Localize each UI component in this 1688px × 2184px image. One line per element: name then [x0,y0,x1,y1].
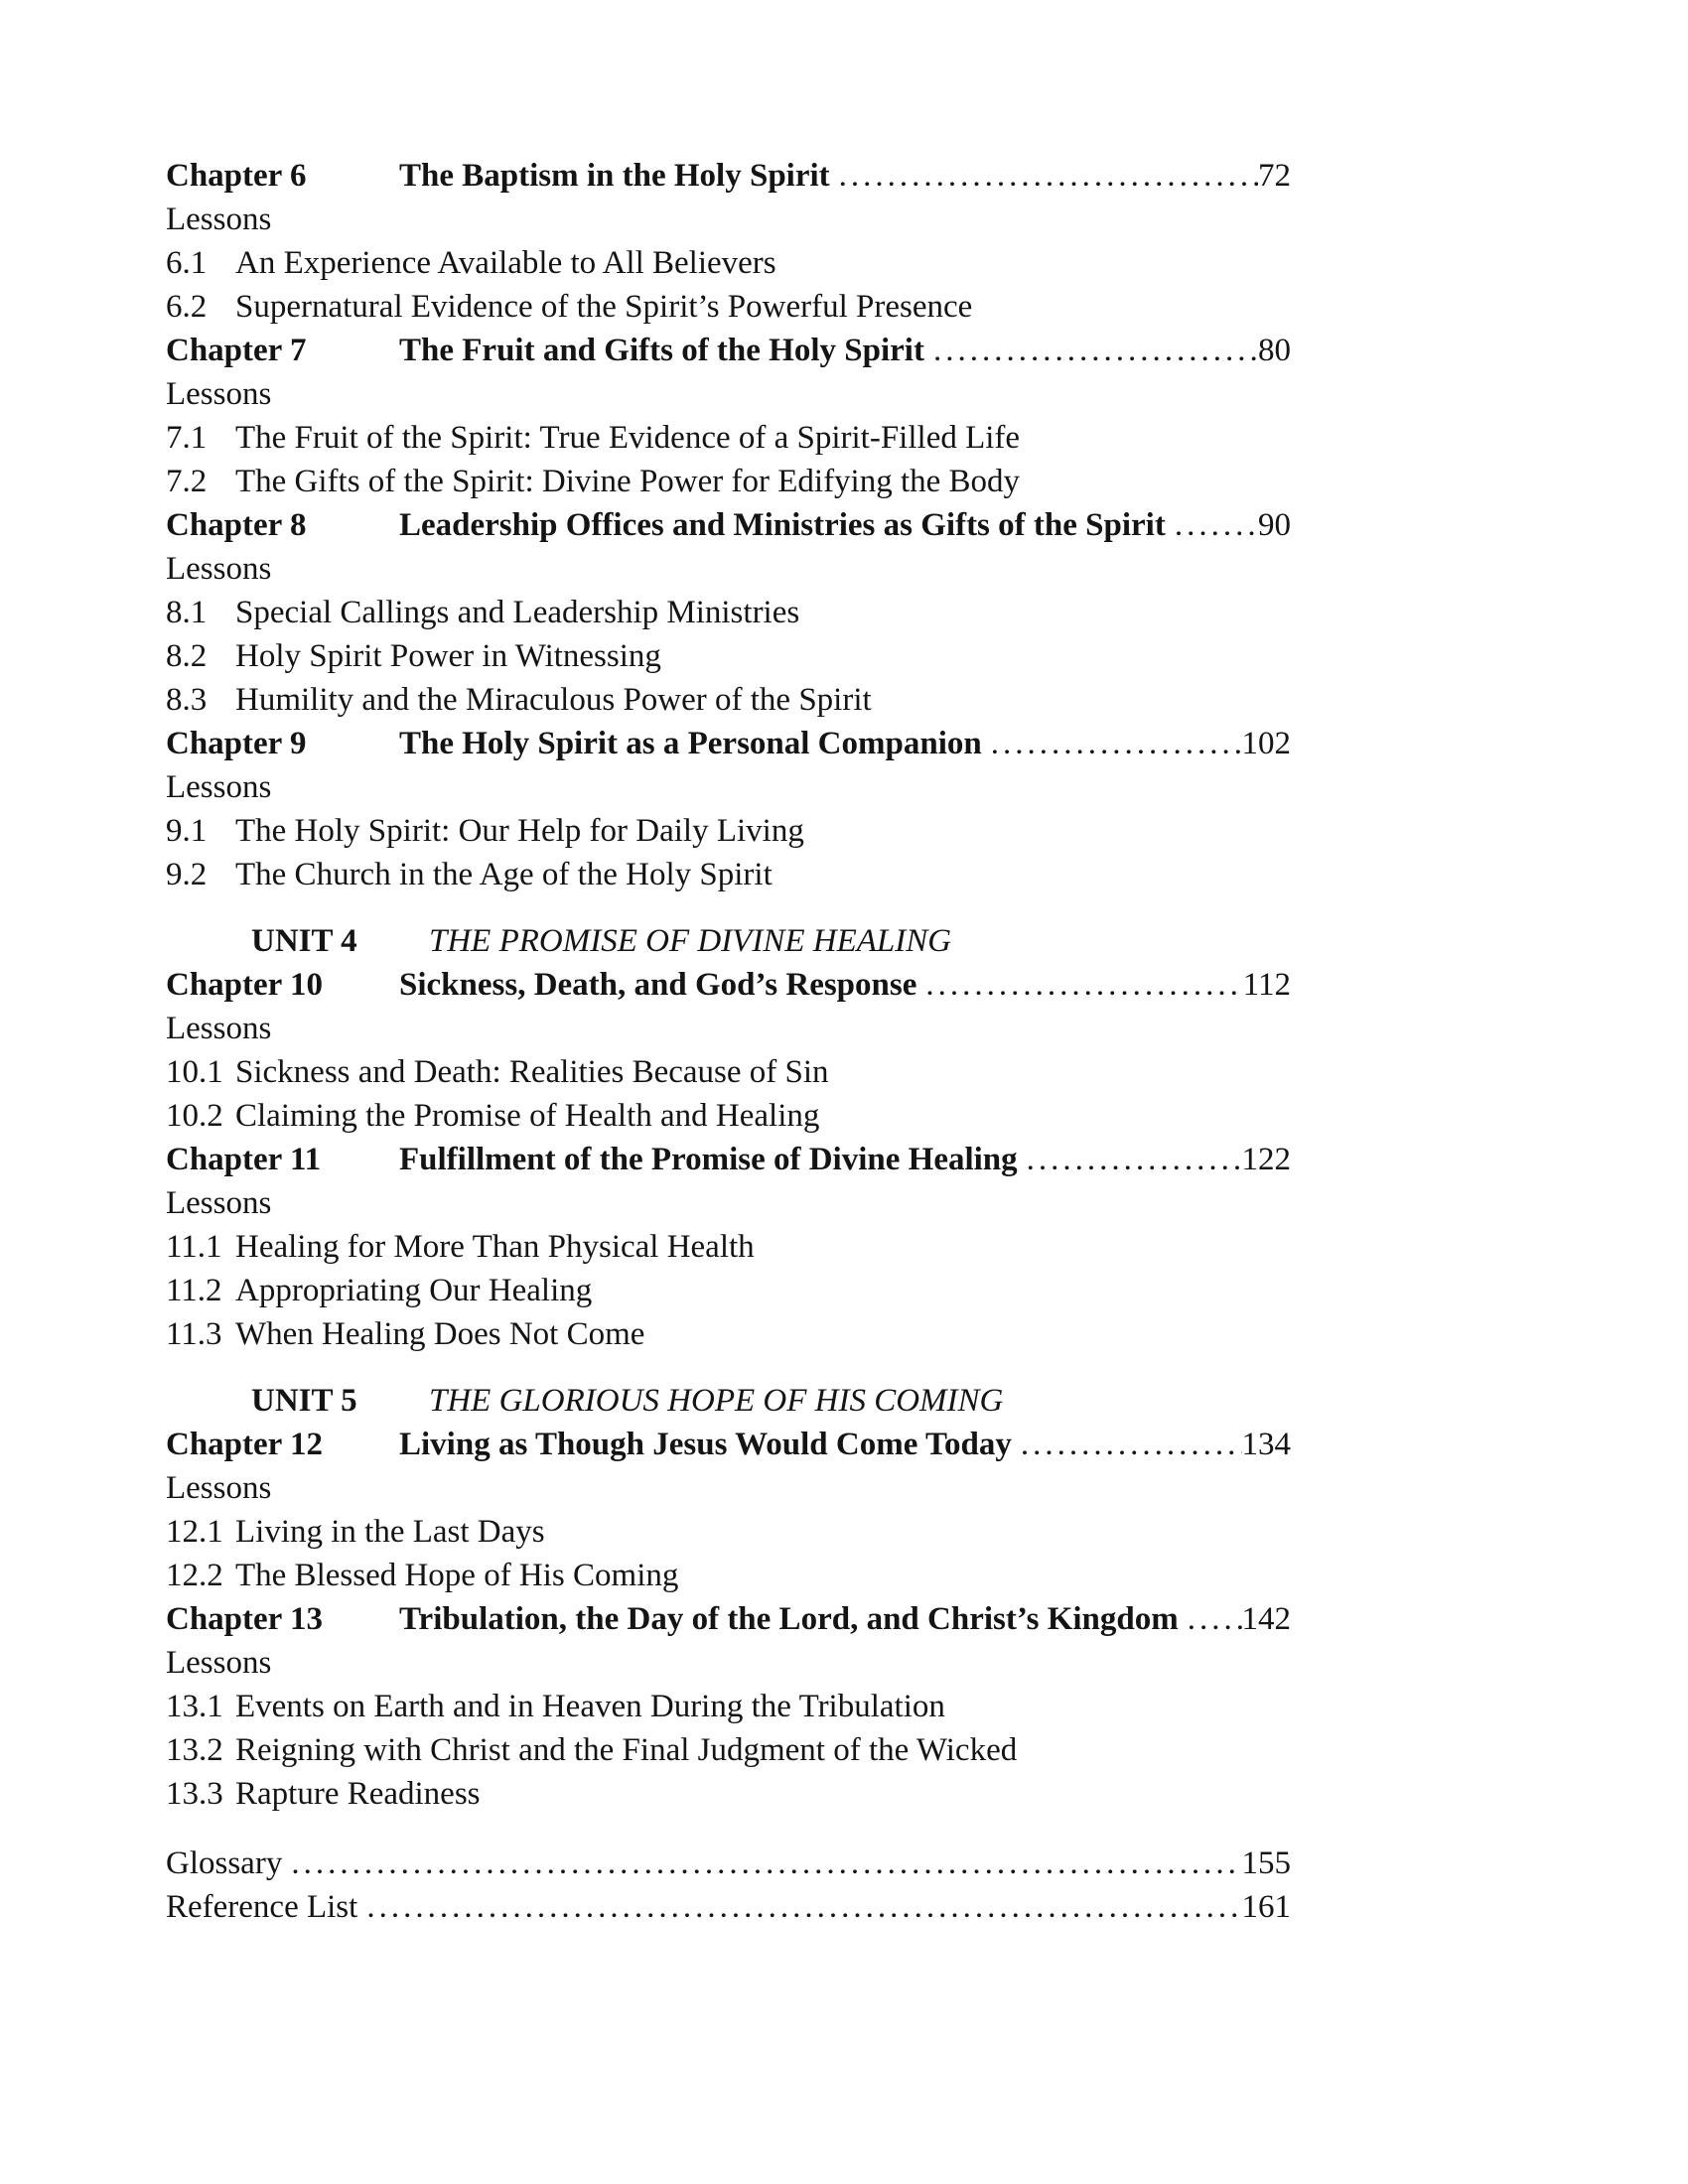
lesson-number: 8.1 [166,595,208,630]
lesson-number: 12.1 [166,1514,223,1550]
page-number: 122 [1241,1142,1291,1177]
backmatter-label: Glossary [166,1845,283,1881]
lesson-title: Living in the Last Days [235,1514,545,1550]
lesson-title: Events on Earth and in Heaven During the Tribulation [235,1689,945,1724]
unit-entry [166,919,1291,963]
chapter-entry [166,963,1291,1138]
lesson-title: The Church in the Age of the Holy Spirit [235,857,773,892]
lesson-item [166,591,1291,634]
chapter-entry [166,154,1291,329]
chapter-title: The Holy Spirit as a Personal Companion [399,726,982,761]
backmatter-label: Reference List [166,1889,358,1925]
lesson-title: Appropriating Our Healing [235,1273,593,1308]
chapter-heading-row [166,1597,1291,1641]
chapter-heading-row [166,722,1291,765]
page-number: 161 [1241,1889,1291,1925]
lessons-heading: Lessons [166,769,272,805]
lesson-number: 11.1 [166,1229,222,1265]
lesson-item [166,678,1291,722]
chapter-label: Chapter 7 [166,333,307,368]
lesson-item [166,1728,1291,1772]
lesson-number: 9.1 [166,813,208,849]
lesson-number: 13.1 [166,1689,223,1724]
lesson-title: Healing for More Than Physical Health [235,1229,755,1265]
lesson-number: 10.1 [166,1054,223,1090]
chapter-title: Sickness, Death, and God’s Response [399,967,917,1003]
chapter-label: Chapter 9 [166,726,307,761]
chapter-entry [166,722,1291,896]
lesson-title: Special Callings and Leadership Ministries [235,595,800,630]
chapter-label: Chapter 12 [166,1427,323,1462]
chapter-entry [166,1423,1291,1597]
dot-leader [1175,503,1258,547]
page-number: 112 [1242,967,1291,1003]
page-number: 142 [1241,1601,1291,1637]
unit-title: THE GLORIOUS HOPE OF HIS COMING [429,1383,1004,1419]
lesson-number: 13.3 [166,1776,223,1812]
dot-leader [291,1842,1241,1885]
lessons-heading: Lessons [166,1470,272,1506]
lesson-title: Rapture Readiness [235,1776,481,1812]
lesson-item [166,809,1291,853]
lessons-heading: Lessons [166,1011,272,1046]
lesson-number: 7.1 [166,420,208,456]
page-number: 72 [1258,158,1291,194]
chapter-heading-row [166,1423,1291,1466]
chapter-label: Chapter 11 [166,1142,322,1177]
backmatter-entry [166,1842,1291,1885]
unit-label: UNIT 5 [251,1383,357,1419]
lesson-title: When Healing Does Not Come [235,1316,645,1352]
lesson-number: 10.2 [166,1098,223,1134]
backmatter-entry [166,1885,1291,1929]
page-number: 134 [1241,1427,1291,1462]
lesson-item [166,1094,1291,1138]
toc-content [166,154,1291,1929]
dot-leader [933,329,1258,372]
lesson-number: 11.2 [166,1273,222,1308]
dot-leader [1188,1597,1242,1641]
unit-entry [166,1379,1291,1423]
chapter-label: Chapter 13 [166,1601,323,1637]
chapter-title: The Fruit and Gifts of the Holy Spirit [399,333,924,368]
dot-leader [1021,1423,1242,1466]
lesson-item [166,634,1291,678]
dot-leader [991,722,1242,765]
lesson-item [166,285,1291,329]
lesson-number: 7.2 [166,464,208,499]
lesson-number: 11.3 [166,1316,222,1352]
lessons-heading: Lessons [166,1185,272,1221]
chapter-heading-row [166,1138,1291,1181]
lesson-title: The Fruit of the Spirit: True Evidence of a Spirit-Filled Life [235,420,1021,456]
lesson-title: The Blessed Hope of His Coming [235,1558,679,1593]
lesson-title: Humility and the Miraculous Power of the Spirit [235,682,872,718]
chapter-entry [166,1597,1291,1816]
lesson-title: Supernatural Evidence of the Spirit’s Powerful Presence [235,289,973,325]
chapter-heading-row [166,154,1291,198]
chapter-entry [166,503,1291,722]
lesson-item [166,853,1291,896]
lesson-item [166,1510,1291,1554]
chapter-heading-row [166,329,1291,372]
chapter-title: Leadership Offices and Ministries as Gifts of the Spirit [399,507,1166,543]
dot-leader [1027,1138,1242,1181]
dot-leader [925,963,1242,1007]
chapter-title: The Baptism in the Holy Spirit [399,158,830,194]
lesson-number: 12.2 [166,1558,223,1593]
chapter-label: Chapter 6 [166,158,307,194]
unit-title: THE PROMISE OF DIVINE HEALING [429,923,952,959]
page-number: 90 [1258,507,1291,543]
dot-leader [839,154,1258,198]
lesson-title: Claiming the Promise of Health and Healing [235,1098,820,1134]
page-number: 102 [1241,726,1291,761]
lesson-number: 6.1 [166,245,208,281]
chapter-heading-row [166,963,1291,1007]
page-number: 155 [1241,1845,1291,1881]
lesson-item [166,1225,1291,1269]
chapter-title: Tribulation, the Day of the Lord, and Christ’s Kingdom [399,1601,1179,1637]
lesson-item [166,1050,1291,1094]
lessons-heading: Lessons [166,1645,272,1681]
lesson-number: 6.2 [166,289,208,325]
page-number: 80 [1258,333,1291,368]
lesson-item [166,1772,1291,1816]
chapter-title: Living as Though Jesus Would Come Today [399,1427,1012,1462]
lessons-heading: Lessons [166,551,272,587]
dot-leader [366,1885,1241,1929]
chapter-label: Chapter 8 [166,507,307,543]
lesson-number: 9.2 [166,857,208,892]
lesson-title: An Experience Available to All Believers [235,245,776,281]
chapter-entry [166,329,1291,503]
lesson-item [166,416,1291,460]
lesson-item [166,241,1291,285]
chapter-title: Fulfillment of the Promise of Divine Healing [399,1142,1018,1177]
chapter-heading-row [166,503,1291,547]
lessons-heading: Lessons [166,376,272,412]
lesson-item [166,1685,1291,1728]
lesson-title: The Gifts of the Spirit: Divine Power for Edifying the Body [235,464,1021,499]
chapter-entry [166,1138,1291,1356]
chapter-label: Chapter 10 [166,967,323,1003]
lesson-item [166,1269,1291,1312]
lesson-item [166,1312,1291,1356]
lessons-heading: Lessons [166,202,272,237]
lesson-number: 8.3 [166,682,208,718]
lesson-number: 8.2 [166,638,208,674]
lesson-item [166,460,1291,503]
lesson-number: 13.2 [166,1732,223,1768]
lesson-item [166,1554,1291,1597]
lesson-title: Sickness and Death: Realities Because of Sin [235,1054,829,1090]
lesson-title: The Holy Spirit: Our Help for Daily Living [235,813,804,849]
unit-label: UNIT 4 [251,923,357,959]
lesson-title: Reigning with Christ and the Final Judgment of the Wicked [235,1732,1018,1768]
lesson-title: Holy Spirit Power in Witnessing [235,638,661,674]
